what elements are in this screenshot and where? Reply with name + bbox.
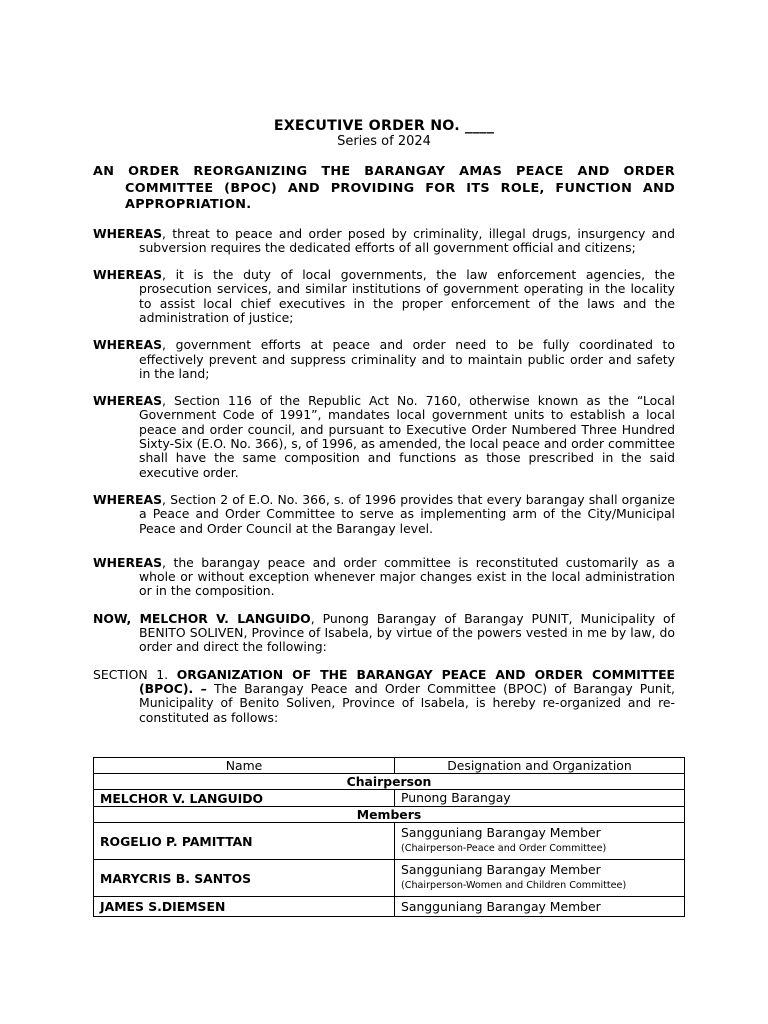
section-1 (93, 668, 675, 725)
whereas-label: WHEREAS (93, 393, 163, 409)
section-text: The Barangay Peace and Order Committee (BPOC) of Barangay Punit, Municipality of Benito Soliven, Province of Isabela, is hereby re-organized and re-constituted as follows: (139, 680, 675, 725)
whereas-text: , government efforts at peace and order need to be fully coordinated to effectively prevent and suppress criminality and to maintain public order and safety in the land; (139, 337, 675, 381)
member-designation-cell (395, 823, 685, 860)
whereas-label: WHEREAS (93, 267, 163, 283)
group-label: Chairperson (94, 774, 685, 790)
now-label: NOW, MELCHOR V. LANGUIDO (93, 610, 311, 626)
member-designation-cell (395, 860, 685, 897)
order-heading: AN ORDER REORGANIZING THE BARANGAY AMAS PEACE AND ORDER COMMITTEE (BPOC) AND PROVIDING FOR ITS ROLE, FUNCTION AND APPROPRIATION. (93, 164, 675, 212)
group-label: Members (94, 807, 685, 823)
table-row (94, 860, 685, 897)
section-prefix: SECTION 1. (93, 666, 177, 682)
whereas-text: , threat to peace and order posed by criminality, illegal drugs, insurgency and subversion requires the dedicated efforts of all government official and citizens; (139, 225, 675, 255)
group-row-members (94, 807, 685, 823)
document-body (93, 118, 675, 725)
section-title: ORGANIZATION OF THE BARANGAY PEACE AND ORDER COMMITTEE (BPOC). – (139, 666, 676, 696)
group-row-chairperson (94, 774, 685, 790)
whereas-clause-3 (93, 338, 675, 381)
member-designation: Punong Barangay (395, 790, 685, 807)
member-name: MARYCRIS B. SANTOS (94, 860, 395, 897)
whereas-label: WHEREAS (93, 337, 163, 353)
document-title: EXECUTIVE ORDER NO. ____ (273, 118, 495, 134)
bpoc-table (93, 757, 685, 917)
whereas-text: , Section 116 of the Republic Act No. 7160, otherwise known as the “Local Government Code of 1991”, mandates local government units to establish a local peace and order council, and pursuant to Executive Order Numbered Three Hundred Sixty-Six (E.O. No. 366), s, of 1996, as amended, the local peace and order committee shall have the same composition and functions as those prescribed in the said executive order. (139, 393, 675, 480)
column-header-name: Name (94, 758, 395, 774)
whereas-clause-6 (93, 556, 675, 599)
table-row (94, 823, 685, 860)
whereas-label: WHEREAS (93, 491, 163, 507)
whereas-text: , Section 2 of E.O. No. 366, s. of 1996 provides that every barangay shall organize a Peace and Order Committee to serve as implementing arm of the City/Municipal Peace and Order Council at the Barangay level. (139, 491, 675, 536)
whereas-label: WHEREAS (93, 554, 163, 570)
whereas-clause-1 (93, 227, 675, 256)
whereas-text: , it is the duty of local governments, the law enforcement agencies, the prosecution services, and similar institutions of government operating in the locality to assist local chief executives in the proper enforcement of the laws and the administration of justice; (139, 267, 675, 325)
whereas-clause-5 (93, 493, 675, 536)
member-name: JAMES S.DIEMSEN (94, 897, 395, 917)
table-row (94, 790, 685, 807)
member-note: (Chairperson-Women and Children Committee) (401, 880, 627, 891)
series-line: Series of 2024 (337, 134, 431, 149)
member-designation: Sangguniang Barangay Member (401, 825, 601, 840)
now-text: , Punong Barangay of Barangay PUNIT, Municipality of BENITO SOLIVEN, Province of Isabela, by virtue of the powers vested in me by law, do order and direct the following: (139, 610, 675, 655)
table-row (94, 897, 685, 917)
member-designation: Sangguniang Barangay Member (401, 862, 601, 877)
table-header-row (94, 758, 685, 774)
whereas-label: WHEREAS (93, 225, 163, 241)
whereas-clause-4 (93, 394, 675, 480)
column-header-designation: Designation and Organization (395, 758, 685, 774)
member-designation: Sangguniang Barangay Member (395, 897, 685, 917)
member-name: ROGELIO P. PAMITTAN (94, 823, 395, 860)
now-clause (93, 612, 675, 655)
whereas-clause-2 (93, 268, 675, 325)
member-note: (Chairperson-Peace and Order Committee) (401, 843, 607, 854)
member-name: MELCHOR V. LANGUIDO (94, 790, 395, 807)
whereas-text: , the barangay peace and order committee is reconstituted customarily as a whole or without exception whenever major changes exist in the local administration or in the composition. (139, 554, 675, 599)
